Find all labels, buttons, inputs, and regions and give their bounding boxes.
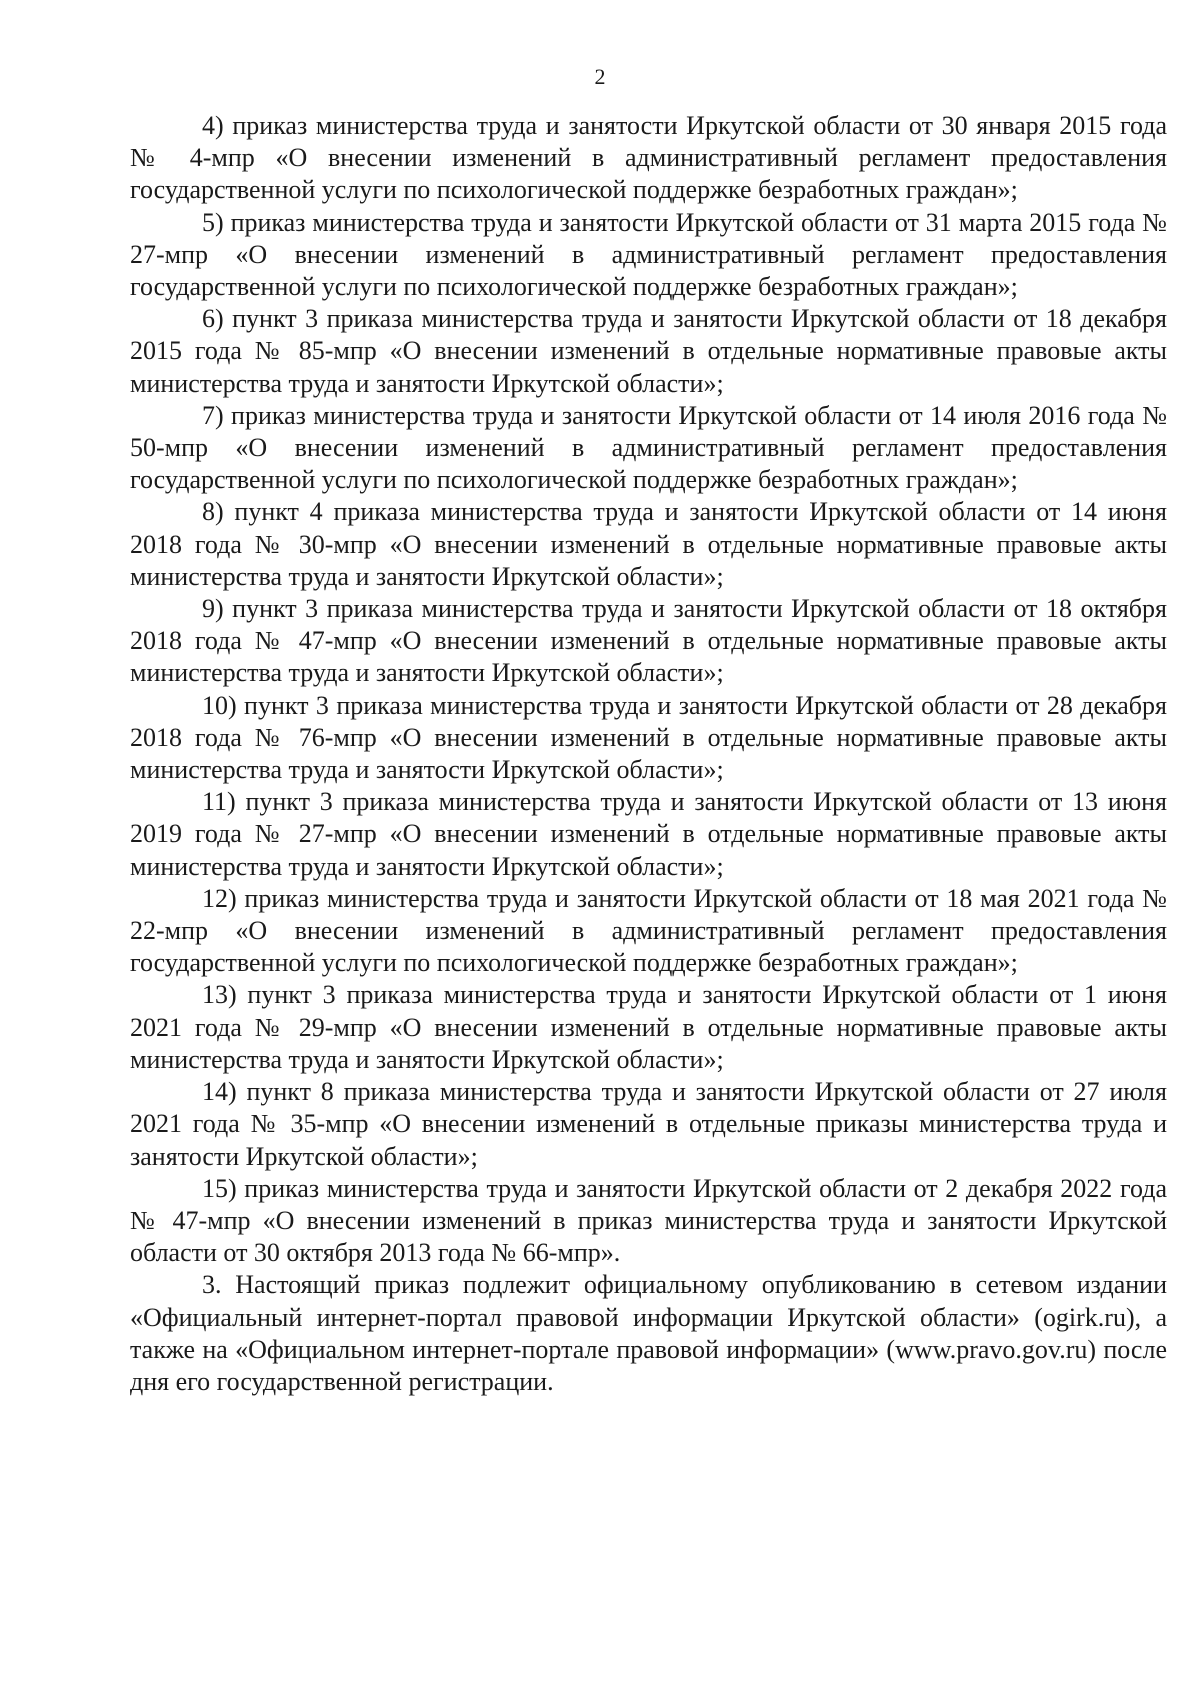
list-item-8: 8) пункт 4 приказа министерства труда и занятости Иркутской области от 14 июня 2018 года № 30-мпр «О внесении изменений в отдельные нормативные правовые акты министерства труда и занятости Иркутской области»; <box>130 497 1167 591</box>
list-item-6: 6) пункт 3 приказа министерства труда и занятости Иркутской области от 18 декабря 2015 года № 85-мпр «О внесении изменений в отдельные нормативные правовые акты министерства труда и занятости Иркутской области»; <box>130 304 1167 398</box>
list-item-5: 5) приказ министерства труда и занятости Иркутской области от 31 марта 2015 года № 27-мпр «О внесении изменений в административный регламент предоставления государственной услуги по психологической поддержке безработных граждан»; <box>130 207 1167 302</box>
list-item-13: 13) пункт 3 приказа министерства труда и занятости Иркутской области от 1 июня 2021 года № 29-мпр «О внесении изменений в отдельные нормативные правовые акты министерства труда и занятости Иркутской области»; <box>130 980 1167 1074</box>
list-item-10: 10) пункт 3 приказа министерства труда и занятости Иркутской области от 28 декабря 2018 года № 76-мпр «О внесении изменений в отдельные нормативные правовые акты министерства труда и занятости Иркутской области»; <box>130 690 1167 785</box>
page-number: 2 <box>594 64 606 89</box>
list-item-12: 12) приказ министерства труда и занятости Иркутской области от 18 мая 2021 года № 22-мпр «О внесении изменений в административный регламент предоставления государственной услуги по психологической поддержке безработных граждан»; <box>130 883 1167 978</box>
list-item-9: 9) пункт 3 приказа министерства труда и занятости Иркутской области от 18 октября 2018 года № 47-мпр «О внесении изменений в отдельные нормативные правовые акты министерства труда и занятости Иркутской области»; <box>130 594 1167 688</box>
list-item-11: 11) пункт 3 приказа министерства труда и занятости Иркутской области от 13 июня 2019 года № 27-мпр «О внесении изменений в отдельные нормативные правовые акты министерства труда и занятости Иркутской области»; <box>130 787 1167 881</box>
document-body <box>130 110 1167 1398</box>
section-3-publication: 3. Настоящий приказ подлежит официальному опубликованию в сетевом издании «Официальный интернет-портал правовой информации Иркутской области» (ogirk.ru), а также на «Официальном интернет-портале правовой информации» (www.pravo.gov.ru) после дня его государственной регистрации. <box>130 1270 1167 1396</box>
list-item-15: 15) приказ министерства труда и занятости Иркутской области от 2 декабря 2022 года № 47-мпр «О внесении изменений в приказ министерства труда и занятости Иркутской области от 30 октября 2013 года № 66-мпр». <box>130 1173 1167 1268</box>
list-item-14: 14) пункт 8 приказа министерства труда и занятости Иркутской области от 27 июля 2021 года № 35-мпр «О внесении изменений в отдельные приказы министерства труда и занятости Иркутской области»; <box>130 1077 1167 1171</box>
list-item-7: 7) приказ министерства труда и занятости Иркутской области от 14 июля 2016 года № 50-мпр «О внесении изменений в административный регламент предоставления государственной услуги по психологической поддержке безработных граждан»; <box>130 400 1167 495</box>
list-item-4: 4) приказ министерства труда и занятости Иркутской области от 30 января 2015 года № 4-мпр «О внесении изменений в административный регламент предоставления государственной услуги по психологической поддержке безработных граждан»; <box>130 111 1167 205</box>
